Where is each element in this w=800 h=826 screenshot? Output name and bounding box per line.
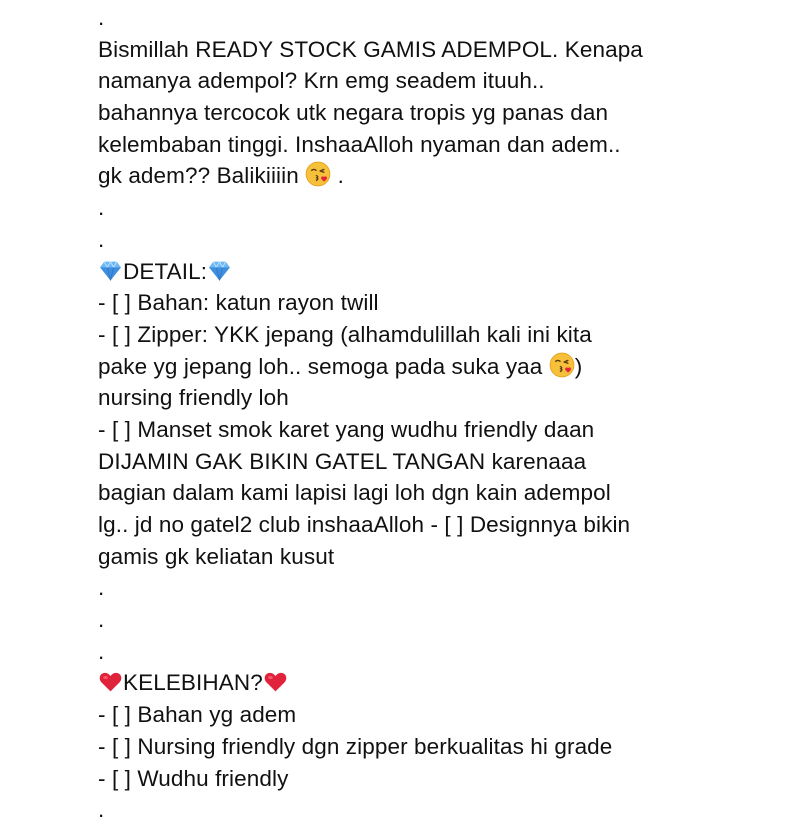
face-blowing-kiss-icon [549,352,575,378]
gem-stone-icon [98,258,123,283]
section-heading-label: KELEBIHAN? [123,670,263,696]
red-heart-icon [98,669,123,694]
checklist-item: - [ ] Wudhu friendly [98,765,289,791]
section-heading-label: DETAIL: [123,258,208,284]
text-line: . [98,797,105,823]
text-line: . [98,226,105,252]
text-fragment: . [331,163,344,189]
description-text [98,2,758,826]
text-line: gamis gk keliatan kusut [98,543,335,569]
text-line: bahannya tercocok utk negara tropis yg panas dan [98,100,609,126]
checklist-item: - [ ] Manset smok karet yang wudhu friendly daan [98,416,595,442]
text-line: . [98,638,105,664]
text-fragment: pake yg jepang loh.. semoga pada suka yaa [98,353,549,379]
text-line: Bismillah READY STOCK GAMIS ADEMPOL. Kenapa [98,36,643,62]
text-line: kelembaban tinggi. InshaaAlloh nyaman dan adem.. [98,131,621,157]
text-line: bagian dalam kami lapisi lagi loh dgn kain adempol [98,480,611,506]
section-heading-kelebihan [98,667,758,699]
text-line [98,351,758,383]
checklist-item: - [ ] Bahan yg adem [98,702,297,728]
checklist-item: - [ ] Nursing friendly dgn zipper berkualitas hi grade [98,733,613,759]
text-line: . [98,195,105,221]
text-line: . [98,575,105,601]
red-heart-icon [263,669,288,694]
text-line: DIJAMIN GAK BIKIN GATEL TANGAN karenaaa [98,448,587,474]
text-line: lg.. jd no gatel2 club inshaaAlloh - [ ] Designnya bikin [98,512,631,537]
text-line: . [98,5,105,30]
checklist-item: - [ ] Zipper: YKK jepang (alhamdulillah kali ini kita [98,321,592,347]
text-fragment: ) [574,353,583,379]
text-line: namanya adempol? Krn emg seadem ituuh.. [98,68,545,94]
gem-stone-icon [207,258,232,283]
text-fragment: gk adem?? Balikiiiin [98,163,306,189]
section-heading-detail [98,256,758,288]
text-line [98,160,758,192]
face-blowing-kiss-icon [305,161,331,187]
checklist-item: - [ ] Bahan: katun rayon twill [98,290,379,316]
text-line: nursing friendly loh [98,385,289,411]
text-line: . [98,607,105,633]
